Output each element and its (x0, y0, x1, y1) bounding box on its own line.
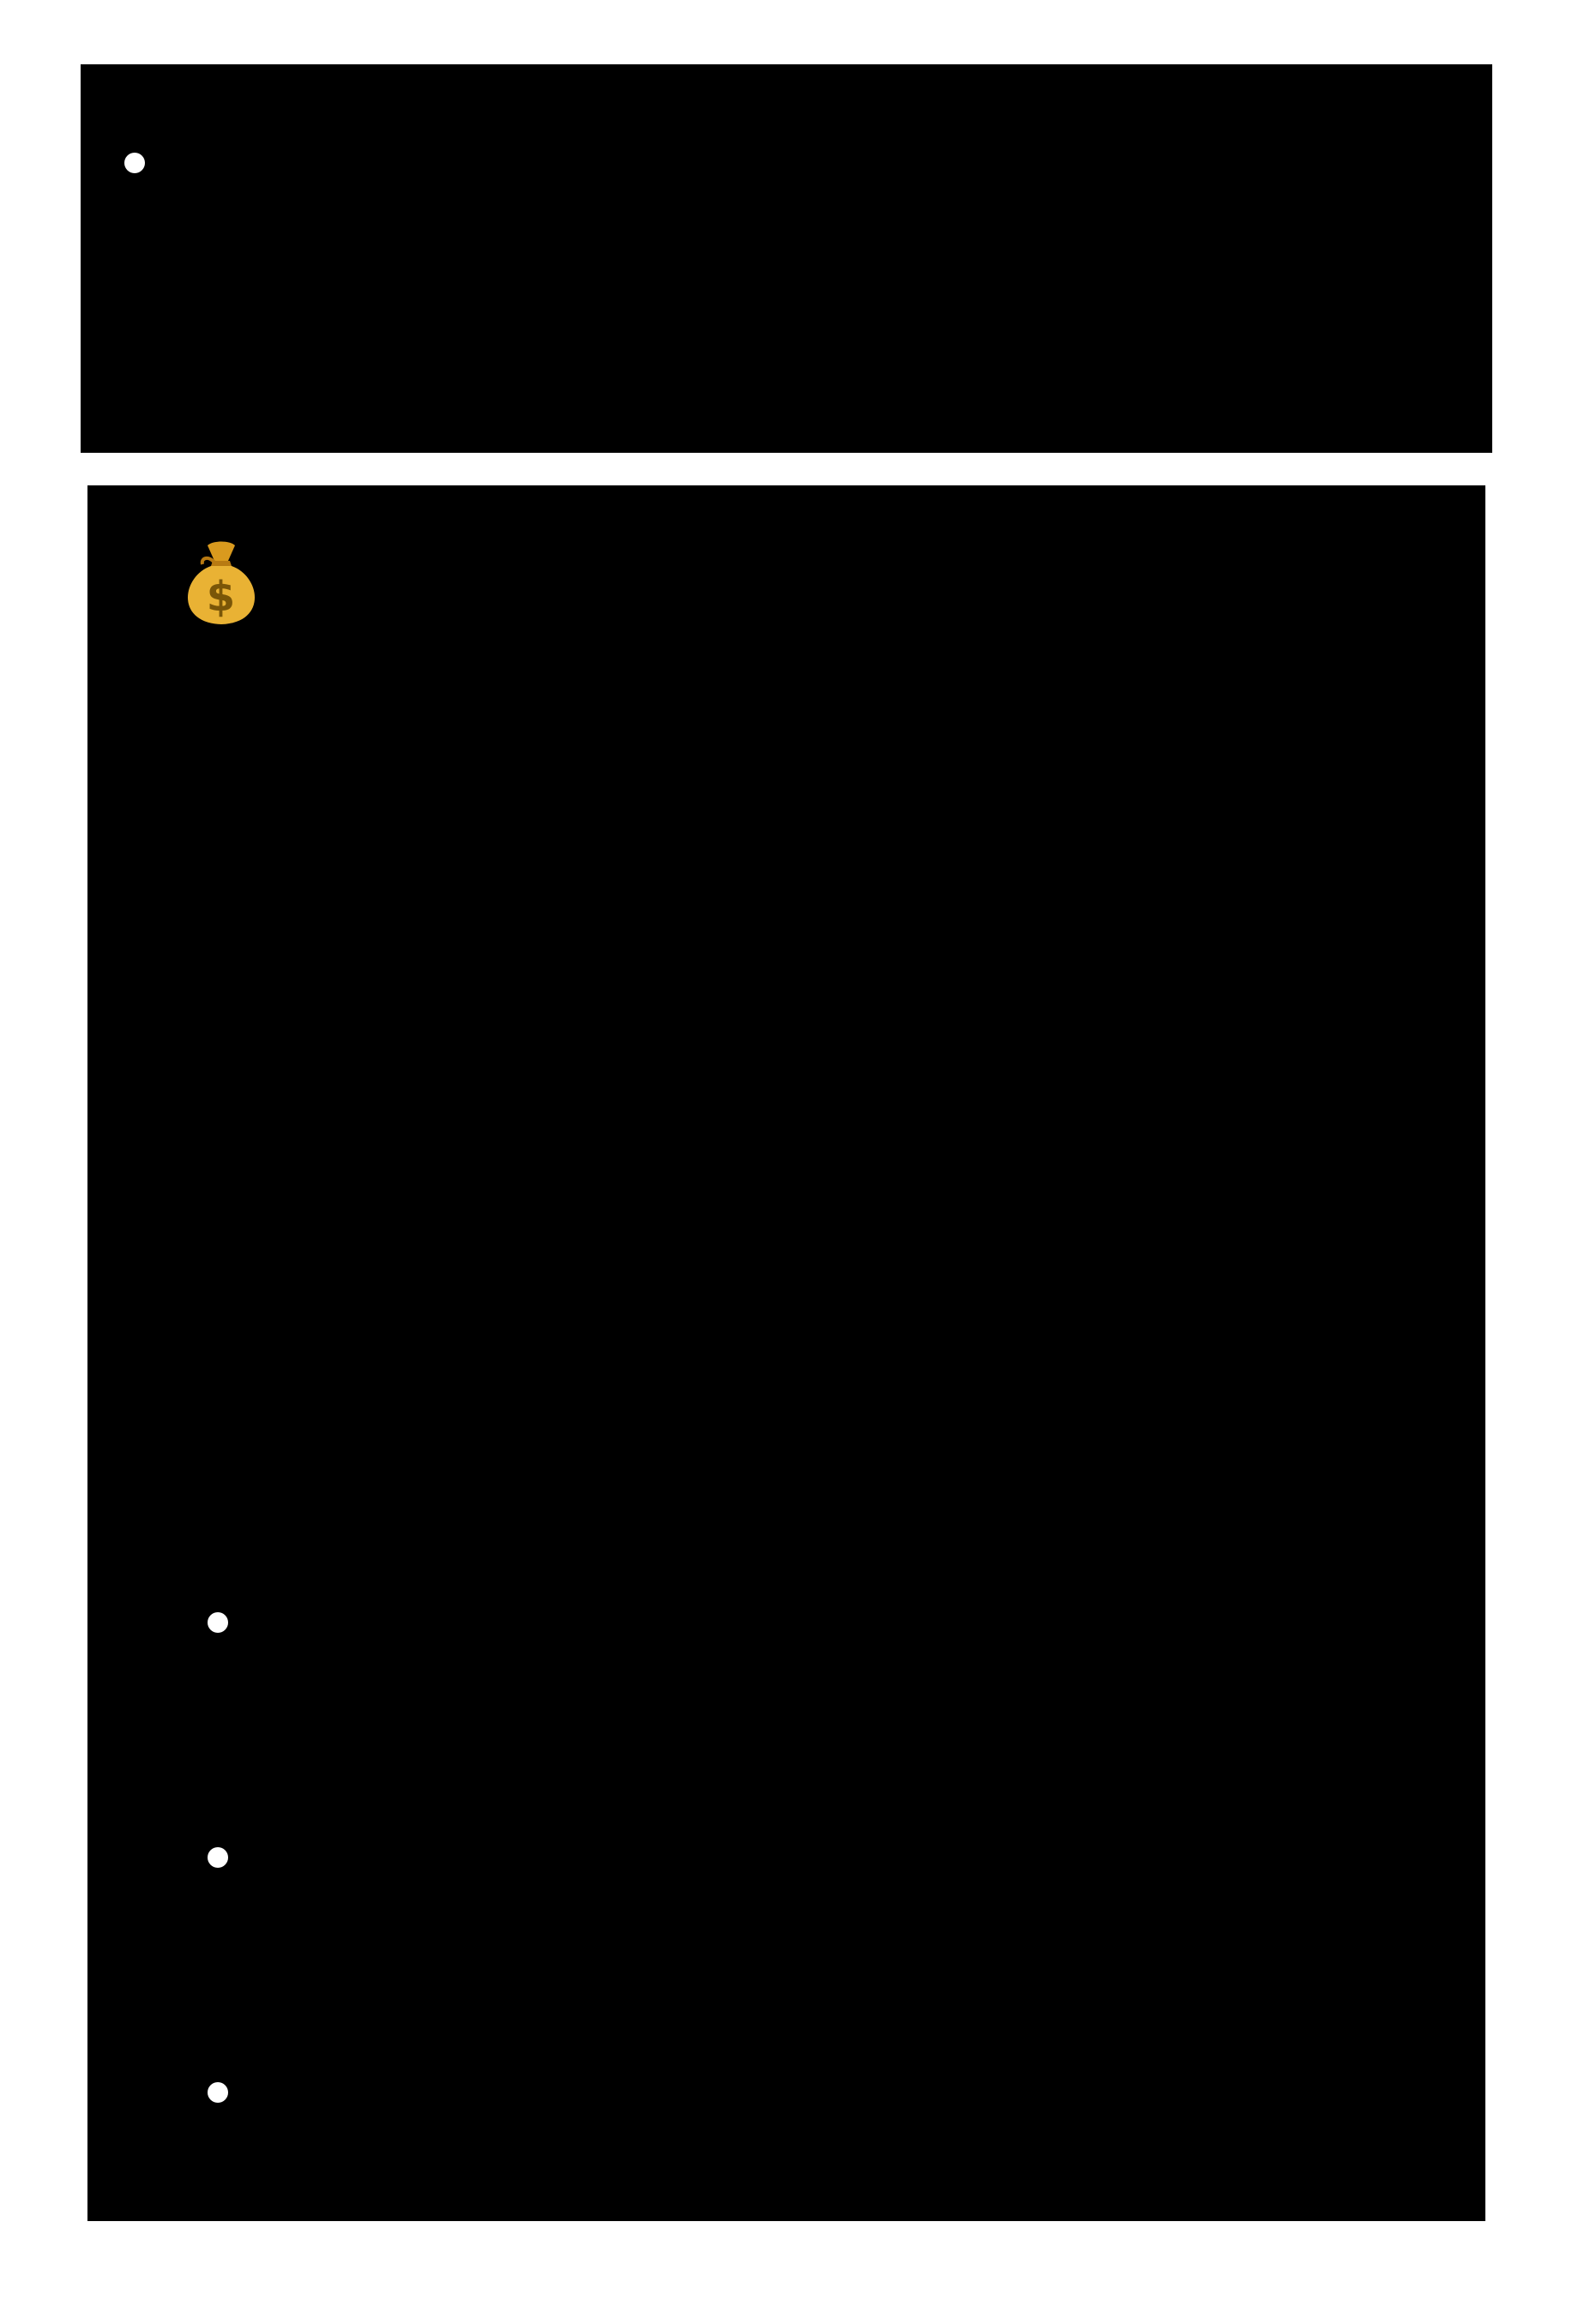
section-title: 2. Kwoty związane z podziałem majątku (175, 542, 1086, 728)
missing-data-list (252, 1580, 1470, 2190)
bullet-icon (124, 153, 145, 173)
bullet-icon (208, 1612, 228, 1633)
list-item-text: o medianach/przeciętnych sum (252, 2064, 1151, 2128)
list-item-bold-text: podziału majątku (252, 1594, 1462, 1753)
money-bag-icon (175, 539, 268, 628)
list-item-text: o wartościach orzeczeń sądowych dotyczących rozdzielności majątkowej (252, 1829, 1346, 1988)
section-heading (175, 539, 1427, 730)
section-paragraph: Nie istnieją w Polsce żadne zestawienia instytucjonalne pokazujące łączną wartość środków przetransferowanych między stronami rozwodu. Brakuje danych: (175, 1032, 1402, 1379)
svg-text:$: $ (206, 573, 237, 621)
list-item (252, 2050, 1470, 2144)
list-item (252, 1815, 1470, 2003)
bullet-icon (208, 1847, 228, 1868)
list-item-text: Od 2013 do 2019 liczba rozwodów utrzymywała się na poziomie około 62–65 tys/rok. (169, 135, 1370, 388)
bullet-icon (208, 2082, 228, 2103)
list-item (169, 120, 1421, 403)
list-item-text: o przeciętnych kwotach z tytułu (252, 1594, 1188, 1659)
section-subtitle: Brak oficjalnych danych zbiorczych (175, 841, 1358, 912)
list-item (252, 1580, 1470, 1768)
stats-list (169, 120, 1421, 403)
